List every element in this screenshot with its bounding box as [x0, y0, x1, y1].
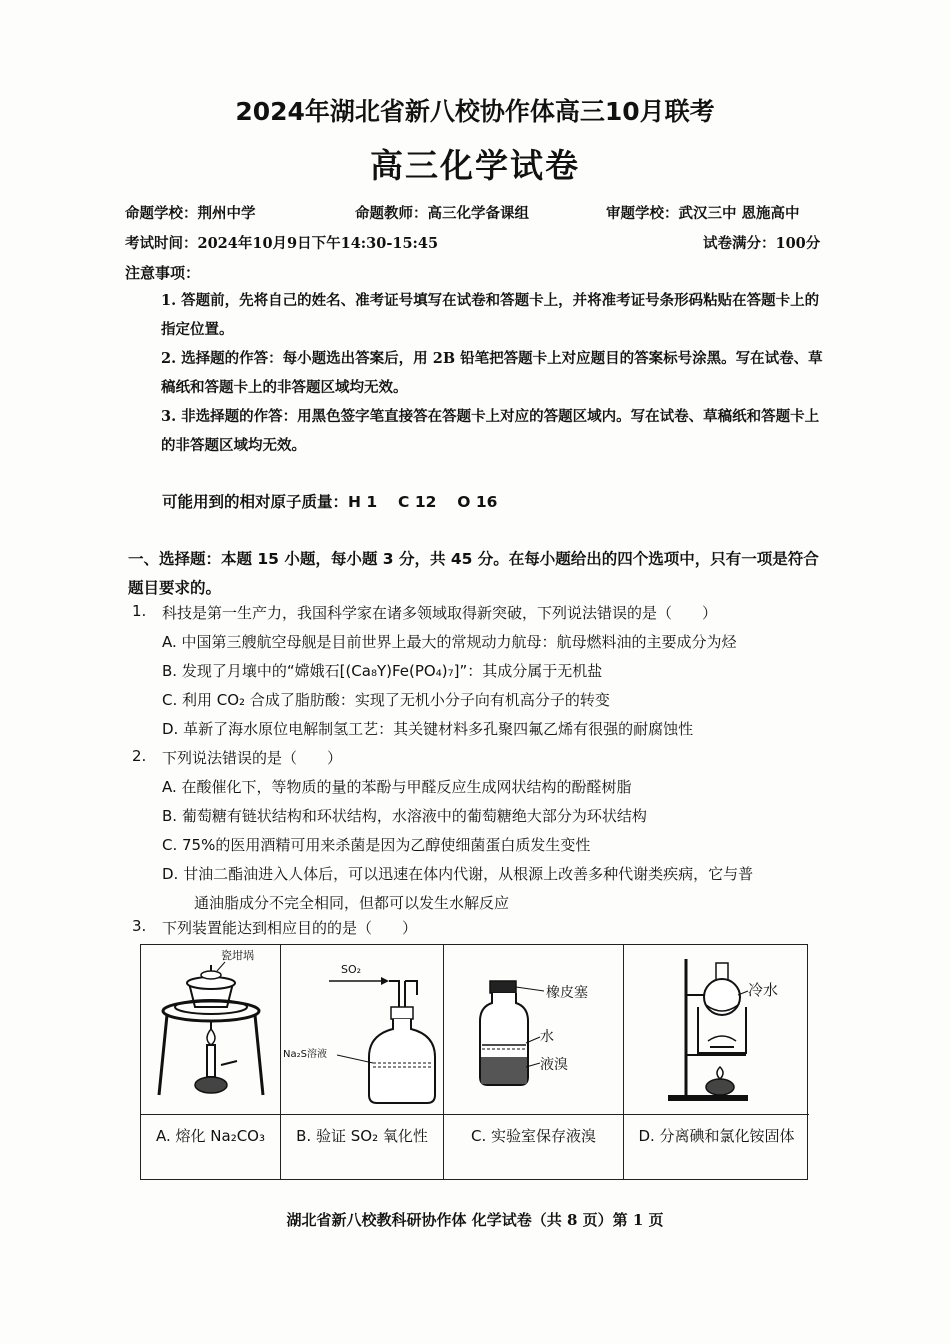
label-liquid-bromine: 液溴 — [540, 1057, 568, 1073]
proposing-school: 命题学校：荆州中学 — [125, 205, 256, 222]
q2-option-d-continued: 通油脂成分不完全相同，但都可以发生水解反应 — [194, 894, 510, 912]
question-number: 1. — [132, 602, 147, 620]
apparatus-b[interactable] — [281, 945, 444, 1179]
caption-b: B. 验证 SO₂ 氧化性 — [296, 1127, 428, 1145]
proposing-teacher: 命题教师：高三化学备课组 — [355, 205, 529, 222]
notice-item-2: 2. 选择题的作答：每小题选出答案后，用 2B 铅笔把答题卡上对应题目的答案标号涂黑。写在试卷、草稿纸和答题卡上的非答题区域均无效。 — [161, 350, 823, 396]
notice-item-3: 3. 非选择题的作答：用黑色签字笔直接答在答题卡上对应的答题区域内。写在试卷、草稿纸和答题卡上的非答题区域均无效。 — [161, 408, 820, 454]
q1-option-a[interactable]: A. 中国第三艘航空母舰是目前世界上最大的常规动力航母：航母燃料油的主要成分为烃 — [162, 633, 737, 651]
label-rubber-stopper: 橡皮塞 — [546, 985, 588, 1001]
question-number: 3. — [132, 917, 147, 935]
q2-option-a[interactable]: A. 在酸催化下，等物质的量的苯酚与甲醛反应生成网状结构的酚醛树脂 — [162, 778, 632, 796]
atomic-masses: 可能用到的相对原子质量：H 1 C 12 O 16 — [162, 493, 498, 511]
reagent-bottle-diagram — [444, 945, 622, 1113]
exam-title: 2024年湖北省新八校协作体高三10月联考 — [235, 97, 715, 126]
notice-item-1: 1. 答题前，先将自己的姓名、准考证号填写在试卷和答题卡上，并将准考证号条形码粘贴在答题卡上的指定位置。 — [161, 292, 820, 338]
sublimation-diagram — [624, 945, 807, 1113]
apparatus-b-image — [281, 945, 443, 1115]
exam-time: 考试时间：2024年10月9日下午14:30-15:45 — [125, 235, 439, 252]
label-na2s-solution: Na₂S溶液 — [283, 1049, 327, 1060]
apparatus-c[interactable] — [444, 945, 624, 1179]
caption-d: D. 分离碘和氯化铵固体 — [638, 1127, 795, 1145]
exam-subtitle: 高三化学试卷 — [370, 146, 580, 185]
notice-title: 注意事项： — [125, 264, 201, 282]
caption-a: A. 熔化 Na₂CO₃ — [155, 1127, 266, 1145]
crucible-heating-diagram — [141, 945, 279, 1113]
q2-option-d[interactable]: D. 甘油二酯油进入人体后，可以迅速在体内代谢，从根源上改善多种代谢类疾病，它与普 — [162, 865, 754, 883]
reviewing-school: 审题学校：武汉三中 恩施高中 — [606, 205, 800, 222]
label-cold-water: 冷水 — [748, 981, 779, 999]
apparatus-table — [140, 944, 808, 1180]
gas-washing-bottle-diagram — [281, 945, 442, 1113]
apparatus-d-image — [624, 945, 809, 1115]
q2-option-b[interactable]: B. 葡萄糖有链状结构和环状结构，水溶液中的葡萄糖绝大部分为环状结构 — [162, 807, 647, 825]
question-number: 2. — [132, 747, 147, 765]
caption-c: C. 实验室保存液溴 — [470, 1127, 596, 1145]
question-stem: 科技是第一生产力，我国科学家在诸多领域取得新突破，下列说法错误的是（ ） — [162, 604, 718, 622]
q1-option-b[interactable]: B. 发现了月壤中的“嫦娥石[(Ca₈Y)Fe(PO₄)₇]”：其成分属于无机盐 — [162, 662, 603, 680]
q1-option-d[interactable]: D. 革新了海水原位电解制氢工艺：其关键材料多孔聚四氟乙烯有很强的耐腐蚀性 — [162, 720, 694, 738]
question-stem: 下列装置能达到相应目的的是（ ） — [162, 919, 418, 937]
section-heading: 一、选择题：本题 15 小题，每小题 3 分，共 45 分。在每小题给出的四个选项中，只有一项是符合题目要求的。 — [128, 550, 819, 597]
q2-option-c[interactable]: C. 75%的医用酒精可用来杀菌是因为乙醇使细菌蛋白质发生变性 — [162, 836, 591, 854]
apparatus-c-image — [444, 945, 623, 1115]
apparatus-d[interactable] — [624, 945, 809, 1179]
question-stem: 下列说法错误的是（ ） — [162, 749, 343, 767]
q1-option-c[interactable]: C. 利用 CO₂ 合成了脂肪酸：实现了无机小分子向有机高分子的转变 — [162, 691, 610, 709]
apparatus-a[interactable] — [141, 945, 281, 1179]
full-score: 试卷满分：100分 — [703, 235, 821, 252]
label-crucible: 瓷坩埚 — [221, 949, 254, 962]
page-footer: 湖北省新八校教科研协作体 化学试卷（共 8 页）第 1 页 — [286, 1211, 664, 1229]
apparatus-a-image — [141, 945, 280, 1115]
label-water: 水 — [540, 1029, 554, 1045]
label-so2: SO₂ — [341, 963, 362, 976]
